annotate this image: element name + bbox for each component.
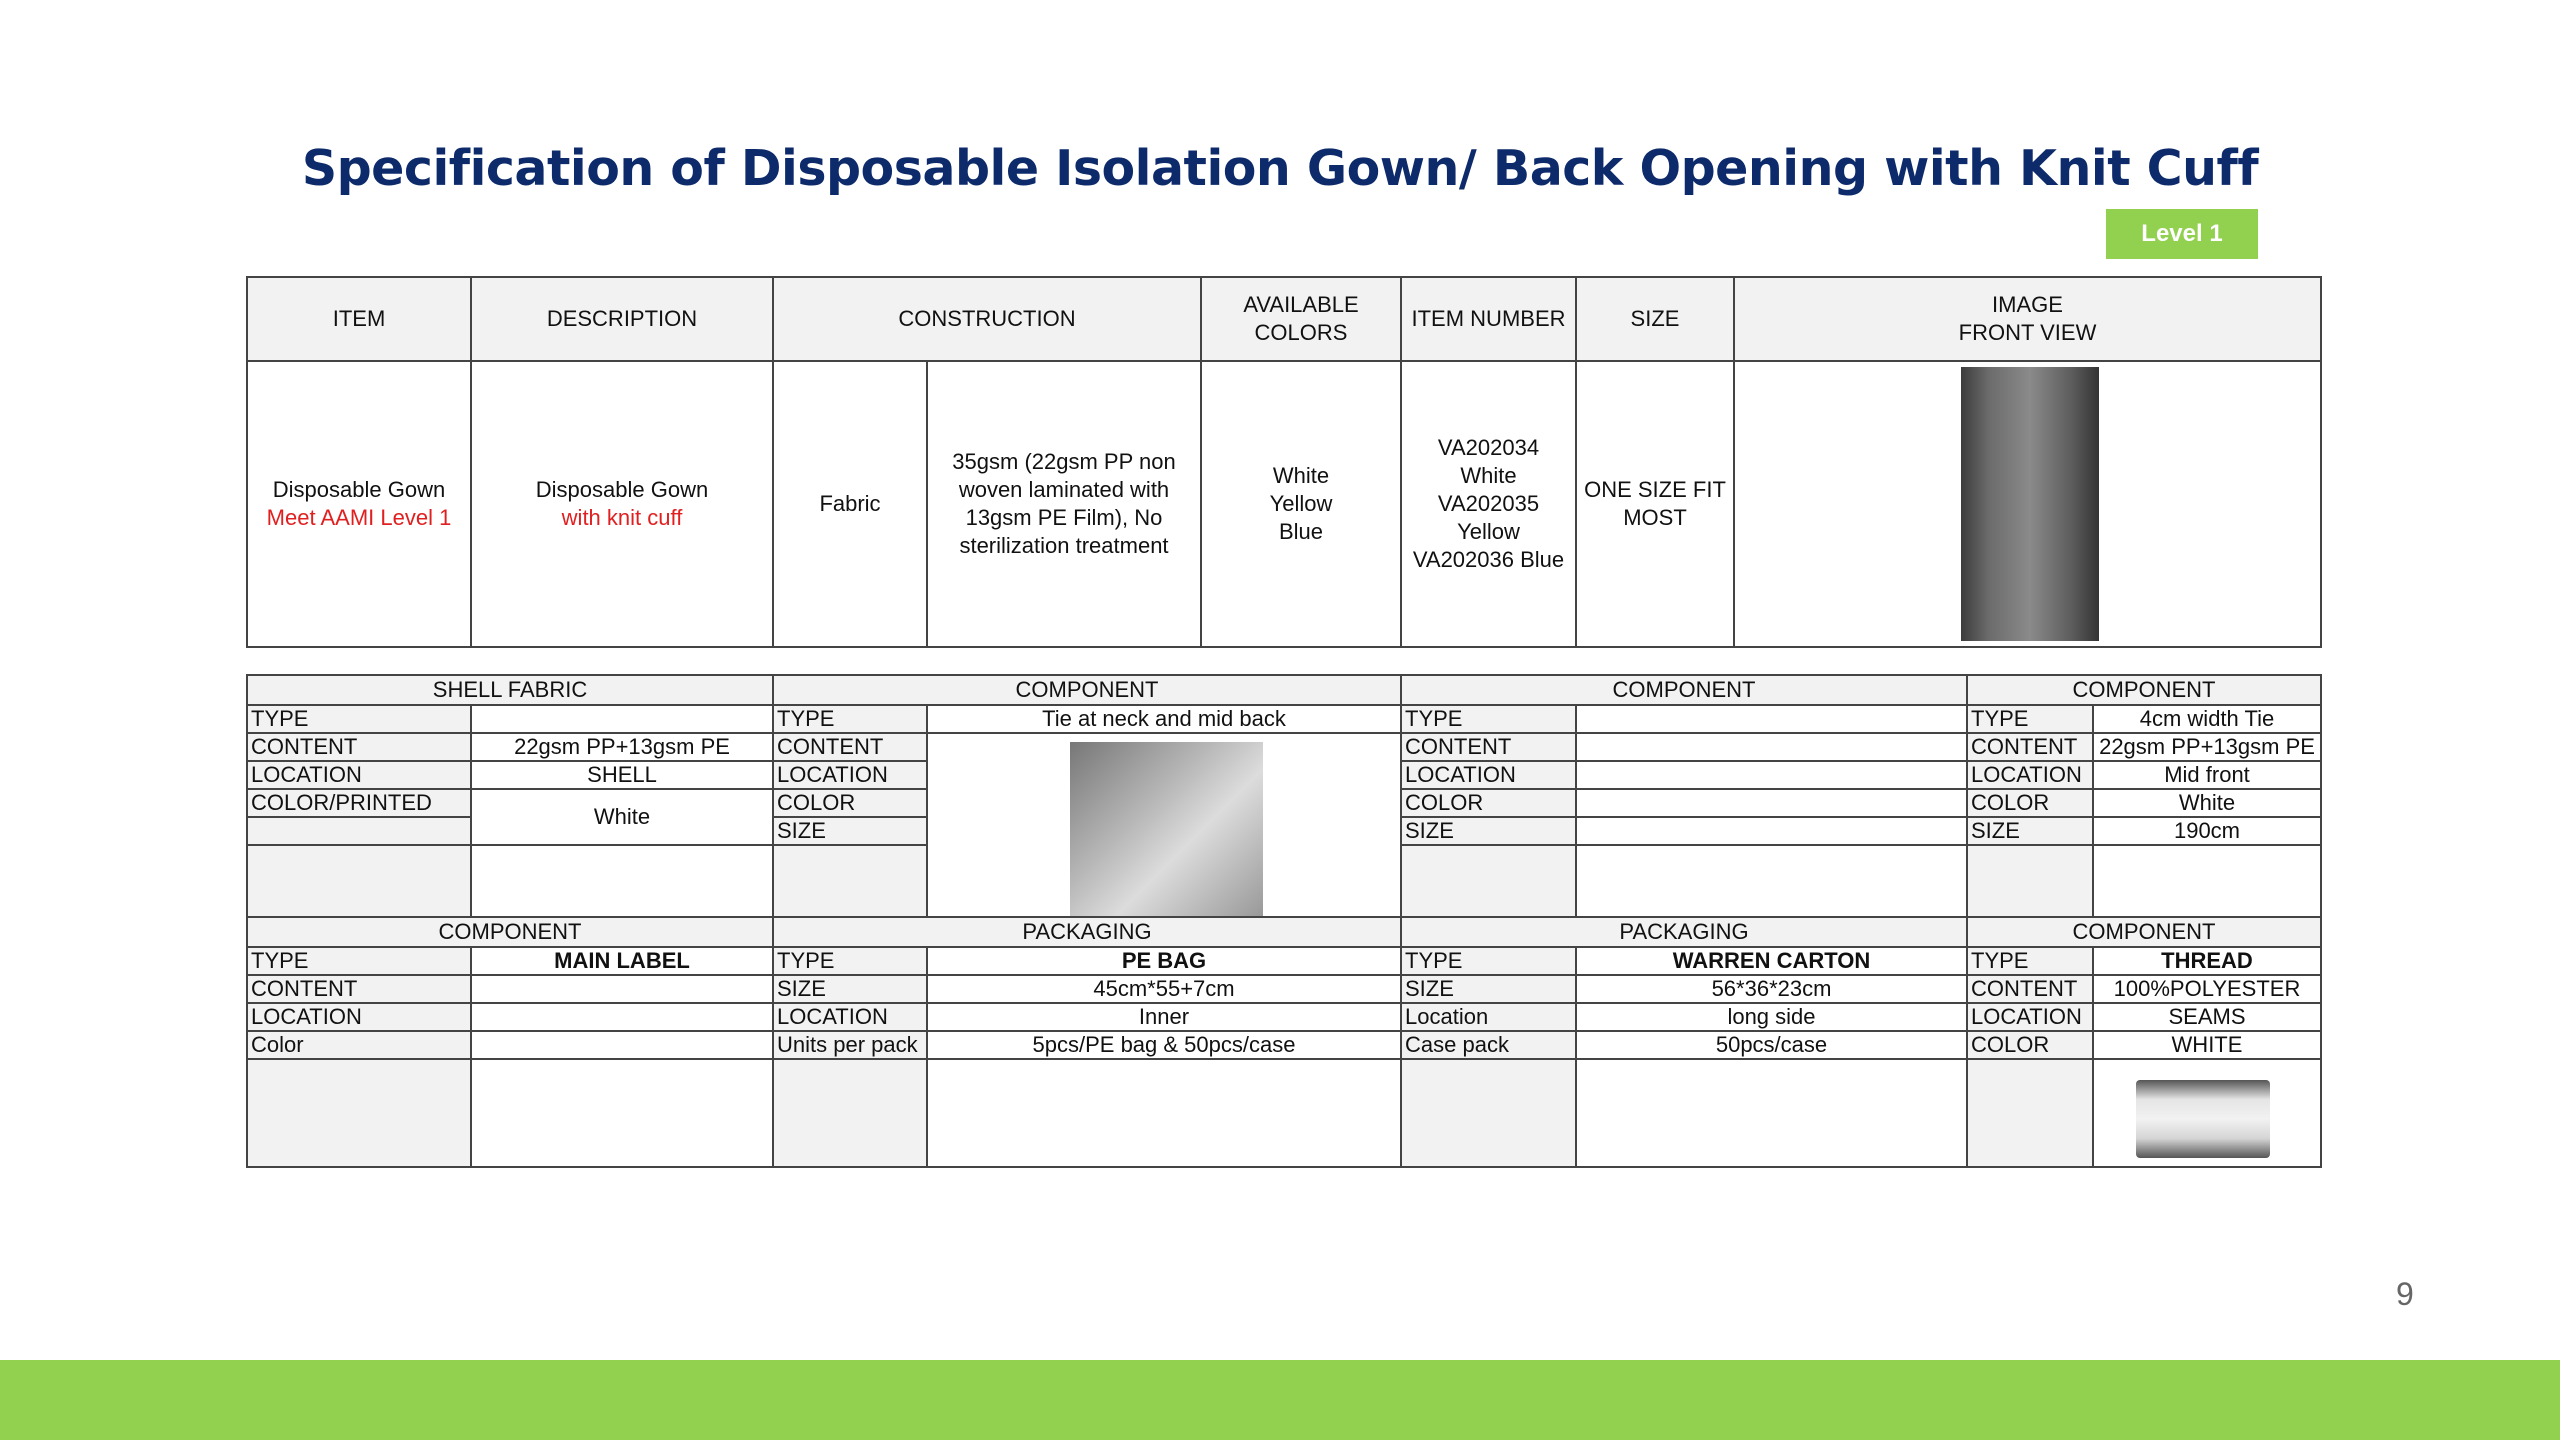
spacer-cell (247, 845, 471, 917)
shell-type-value (471, 705, 773, 733)
label-content-value (471, 975, 773, 1003)
label-type-label: TYPE (247, 947, 471, 975)
header-size: SIZE (1576, 277, 1734, 361)
spacer-cell (247, 1059, 471, 1167)
carton-type-value: WARREN CARTON (1576, 947, 1967, 975)
thread-content-label: CONTENT (1967, 975, 2093, 1003)
label-color-value (471, 1031, 773, 1059)
header-image-line1: IMAGE (1992, 292, 2063, 317)
detail-row2-type (247, 947, 2321, 975)
comp1-location-label: LOCATION (773, 761, 927, 789)
comp1-color-label: COLOR (773, 789, 927, 817)
item-number-1: VA202034 (1437, 435, 1540, 460)
construction-detail: 35gsm (22gsm PP non woven laminated with 13gsm PE Film), No sterilization treatment (927, 361, 1201, 647)
spec-body-row (247, 361, 2321, 647)
component-1-title: COMPONENT (773, 675, 1401, 705)
comp3-size-value: 190cm (2093, 817, 2321, 845)
comp3-content-label: CONTENT (1967, 733, 2093, 761)
detail-row2-content (247, 975, 2321, 1003)
pebag-units-label: Units per pack (773, 1031, 927, 1059)
detail-row2-color (247, 1031, 2321, 1059)
comp2-content-value (1576, 733, 1967, 761)
comp3-type-value: 4cm width Tie (2093, 705, 2321, 733)
size-cell: ONE SIZE FIT MOST (1576, 361, 1734, 647)
color-white: White (1272, 463, 1330, 488)
pebag-size-value: 45cm*55+7cm (927, 975, 1401, 1003)
packaging-1-title: PACKAGING (773, 917, 1401, 947)
available-colors-cell (1201, 361, 1401, 647)
comp1-type-label: TYPE (773, 705, 927, 733)
shell-content-label: CONTENT (247, 733, 471, 761)
front-view-image-cell (1734, 361, 2321, 647)
level-badge: Level 1 (2106, 209, 2258, 259)
neck-tie-image (1070, 742, 1263, 916)
detail-table (246, 674, 2322, 1168)
shell-content-value: 22gsm PP+13gsm PE (471, 733, 773, 761)
item-number-2-color: Yellow (1457, 519, 1520, 544)
page-number: 9 (2396, 1276, 2414, 1312)
component-3-title: COMPONENT (1967, 675, 2321, 705)
spacer-cell (1967, 1059, 2093, 1167)
carton-size-label: SIZE (1401, 975, 1576, 1003)
item-name: Disposable Gown (272, 477, 446, 502)
pebag-location-label: LOCATION (773, 1003, 927, 1031)
header-image-line2: FRONT VIEW (1958, 320, 2097, 345)
thread-color-value: WHITE (2093, 1031, 2321, 1059)
description-cuff: with knit cuff (561, 505, 683, 530)
thread-type-value: THREAD (2093, 947, 2321, 975)
comp3-color-label: COLOR (1967, 789, 2093, 817)
header-description: DESCRIPTION (471, 277, 773, 361)
shell-type-label: TYPE (247, 705, 471, 733)
header-item: ITEM (247, 277, 471, 361)
thread-content-value: 100%POLYESTER (2093, 975, 2321, 1003)
comp2-type-value (1576, 705, 1967, 733)
item-number-3: VA202036 Blue (1412, 547, 1565, 572)
spacer-cell (471, 1059, 773, 1167)
comp2-location-label: LOCATION (1401, 761, 1576, 789)
thread-location-value: SEAMS (2093, 1003, 2321, 1031)
description-cell (471, 361, 773, 647)
spec-table (246, 276, 2322, 648)
header-colors-line1: AVAILABLE (1243, 292, 1359, 317)
spacer-cell (1401, 845, 1576, 917)
detail-row-content (247, 733, 2321, 761)
comp2-color-label: COLOR (1401, 789, 1576, 817)
spec-header-row (247, 277, 2321, 361)
thread-spool-image (2136, 1080, 2270, 1158)
comp3-location-value: Mid front (2093, 761, 2321, 789)
carton-size-value: 56*36*23cm (1576, 975, 1967, 1003)
spacer-cell (927, 1059, 1401, 1167)
comp3-size-label: SIZE (1967, 817, 2093, 845)
thread-color-label: COLOR (1967, 1031, 2093, 1059)
carton-location-label: Location (1401, 1003, 1576, 1031)
carton-location-value: long side (1576, 1003, 1967, 1031)
page-title: Specification of Disposable Isolation Gown/ Back Opening with Knit Cuff (301, 140, 2259, 197)
footer-bar (0, 1360, 2560, 1440)
gown-front-view-image (1961, 367, 2099, 641)
shell-location-label: LOCATION (247, 761, 471, 789)
comp3-color-value: White (2093, 789, 2321, 817)
label-type-value: MAIN LABEL (471, 947, 773, 975)
shell-color-label: COLOR/PRINTED (247, 789, 471, 817)
section-row-1 (247, 675, 2321, 705)
label-content-label: CONTENT (247, 975, 471, 1003)
pebag-type-value: PE BAG (927, 947, 1401, 975)
spacer-cell (773, 845, 927, 917)
pebag-size-label: SIZE (773, 975, 927, 1003)
item-number-2: VA202035 (1437, 491, 1540, 516)
item-level: Meet AAMI Level 1 (266, 505, 452, 530)
comp2-size-label: SIZE (1401, 817, 1576, 845)
color-blue: Blue (1278, 519, 1324, 544)
spacer-cell (1401, 1059, 1576, 1167)
section-row-2 (247, 917, 2321, 947)
comp2-location-value (1576, 761, 1967, 789)
comp2-size-value (1576, 817, 1967, 845)
label-location-value (471, 1003, 773, 1031)
detail-spacer-row-2 (247, 1059, 2321, 1167)
shell-fabric-title: SHELL FABRIC (247, 675, 773, 705)
spacer-cell (1576, 1059, 1967, 1167)
item-number-cell (1401, 361, 1576, 647)
shell-location-value: SHELL (471, 761, 773, 789)
spacer-cell (1967, 845, 2093, 917)
shell-size-label (247, 817, 471, 845)
description-name: Disposable Gown (535, 477, 709, 502)
pebag-location-value: Inner (927, 1003, 1401, 1031)
comp2-content-label: CONTENT (1401, 733, 1576, 761)
label-location-label: LOCATION (247, 1003, 471, 1031)
detail-row2-location (247, 1003, 2321, 1031)
comp3-location-label: LOCATION (1967, 761, 2093, 789)
header-image (1734, 277, 2321, 361)
carton-type-label: TYPE (1401, 947, 1576, 975)
spacer-cell (773, 1059, 927, 1167)
comp1-content-label: CONTENT (773, 733, 927, 761)
comp2-type-label: TYPE (1401, 705, 1576, 733)
comp2-color-value (1576, 789, 1967, 817)
comp1-type-value: Tie at neck and mid back (927, 705, 1401, 733)
comp1-size-label: SIZE (773, 817, 927, 845)
pebag-type-label: TYPE (773, 947, 927, 975)
header-construction: CONSTRUCTION (773, 277, 1201, 361)
comp3-type-label: TYPE (1967, 705, 2093, 733)
packaging-2-title: PACKAGING (1401, 917, 1967, 947)
thread-component-title: COMPONENT (1967, 917, 2321, 947)
detail-row-type (247, 705, 2321, 733)
carton-casepack-label: Case pack (1401, 1031, 1576, 1059)
color-yellow: Yellow (1269, 491, 1333, 516)
header-item-number: ITEM NUMBER (1401, 277, 1576, 361)
spacer-cell (2093, 845, 2321, 917)
shell-color-value: White (471, 789, 773, 845)
spacer-cell (1576, 845, 1967, 917)
label-color-label: Color (247, 1031, 471, 1059)
carton-casepack-value: 50pcs/case (1576, 1031, 1967, 1059)
pebag-units-value: 5pcs/PE bag & 50pcs/case (927, 1031, 1401, 1059)
comp3-content-value: 22gsm PP+13gsm PE (2093, 733, 2321, 761)
spacer-cell (471, 845, 773, 917)
item-number-1-color: White (1460, 463, 1517, 488)
thread-type-label: TYPE (1967, 947, 2093, 975)
header-available-colors (1201, 277, 1401, 361)
header-colors-line2: COLORS (1254, 320, 1348, 345)
construction-type: Fabric (773, 361, 927, 647)
item-cell (247, 361, 471, 647)
thread-location-label: LOCATION (1967, 1003, 2093, 1031)
component-2-title: COMPONENT (1401, 675, 1967, 705)
label-component-title: COMPONENT (247, 917, 773, 947)
